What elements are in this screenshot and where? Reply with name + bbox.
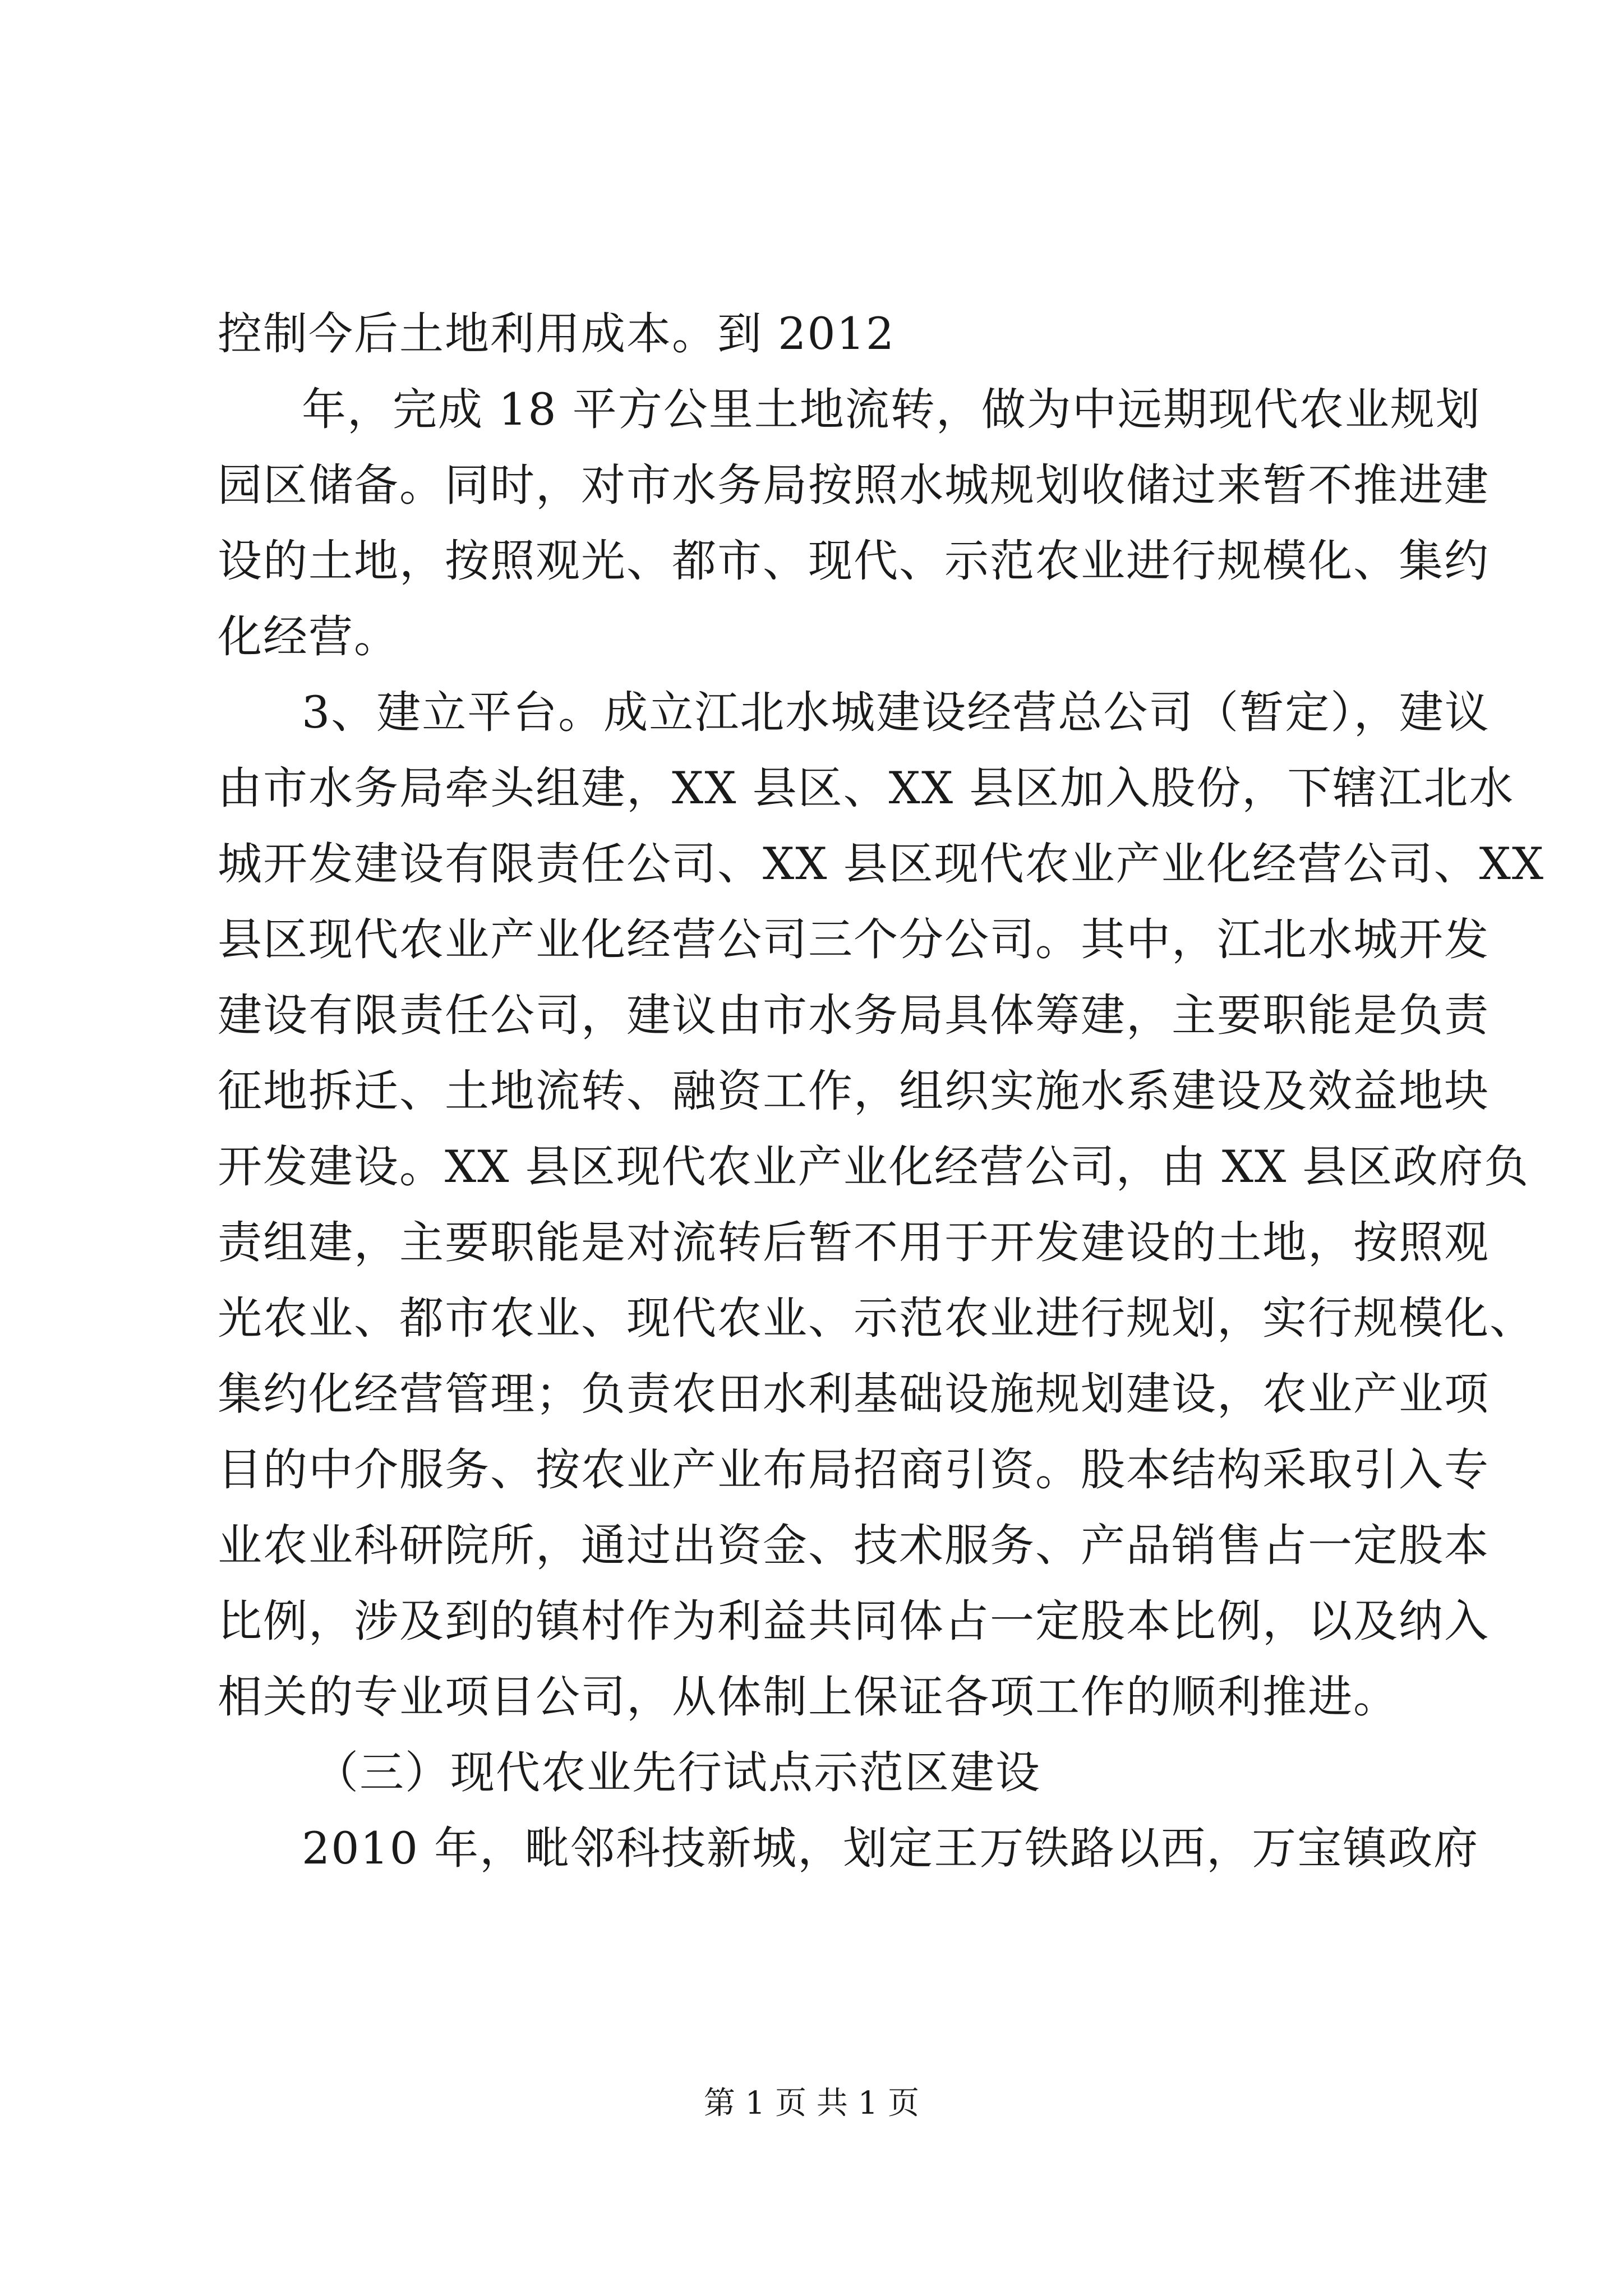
paragraph-line: 控制今后土地利用成本。到 2012 — [218, 308, 896, 360]
paragraph-line: 县区现代农业产业化经营公司三个分公司。其中，江北水城开发 — [218, 914, 1490, 965]
paragraph-line: 责组建，主要职能是对流转后暂不用于开发建设的土地，按照观 — [218, 1217, 1490, 1268]
section-heading: （三）现代农业先行试点示范区建设 — [314, 1747, 1041, 1798]
paragraph-line: 3、建立平台。成立江北水城建设经营总公司（暂定），建议 — [302, 687, 1490, 738]
paragraph-line: 集约化经营管理；负责农田水利基础设施规划建设，农业产业项 — [218, 1368, 1490, 1420]
paragraph-line: 相关的专业项目公司，从体制上保证各项工作的顺利推进。 — [218, 1671, 1399, 1723]
paragraph-line: 城开发建设有限责任公司、XX 县区现代农业产业化经营公司、XX — [218, 838, 1545, 890]
paragraph-line: 比例，涉及到的镇村作为利益共同体占一定股本比例，以及纳入 — [218, 1595, 1490, 1647]
paragraph-line: 设的土地，按照观光、都市、现代、示范农业进行规模化、集约 — [218, 535, 1490, 587]
page-footer: 第 1 页 共 1 页 — [703, 2085, 920, 2122]
paragraph-line: 化经营。 — [218, 611, 399, 662]
paragraph-line: 征地拆迁、土地流转、融资工作，组织实施水系建设及效益地块 — [218, 1065, 1490, 1117]
paragraph-line: 光农业、都市农业、现代农业、示范农业进行规划，实行规模化、 — [218, 1292, 1535, 1344]
paragraph-line: 年，完成 18 平方公里土地流转，做为中远期现代农业规划 — [302, 384, 1481, 435]
paragraph-line: 由市水务局牵头组建，XX 县区、XX 县区加入股份，下辖江北水 — [218, 762, 1515, 814]
paragraph-line: 2010 年，毗邻科技新城，划定王万铁路以西，万宝镇政府 — [302, 1823, 1479, 1874]
paragraph-line: 业农业科研院所，通过出资金、技术服务、产品销售占一定股本 — [218, 1520, 1490, 1571]
paragraph-line: 建设有限责任公司，建议由市水务局具体筹建，主要职能是负责 — [218, 990, 1490, 1041]
paragraph-line: 开发建设。XX 县区现代农业产业化经营公司，由 XX 县区政府负 — [218, 1141, 1530, 1193]
paragraph-line: 目的中介服务、按农业产业布局招商引资。股本结构采取引入专 — [218, 1444, 1490, 1496]
paragraph-line: 园区储备。同时，对市水务局按照水城规划收储过来暂不推进建 — [218, 459, 1490, 511]
